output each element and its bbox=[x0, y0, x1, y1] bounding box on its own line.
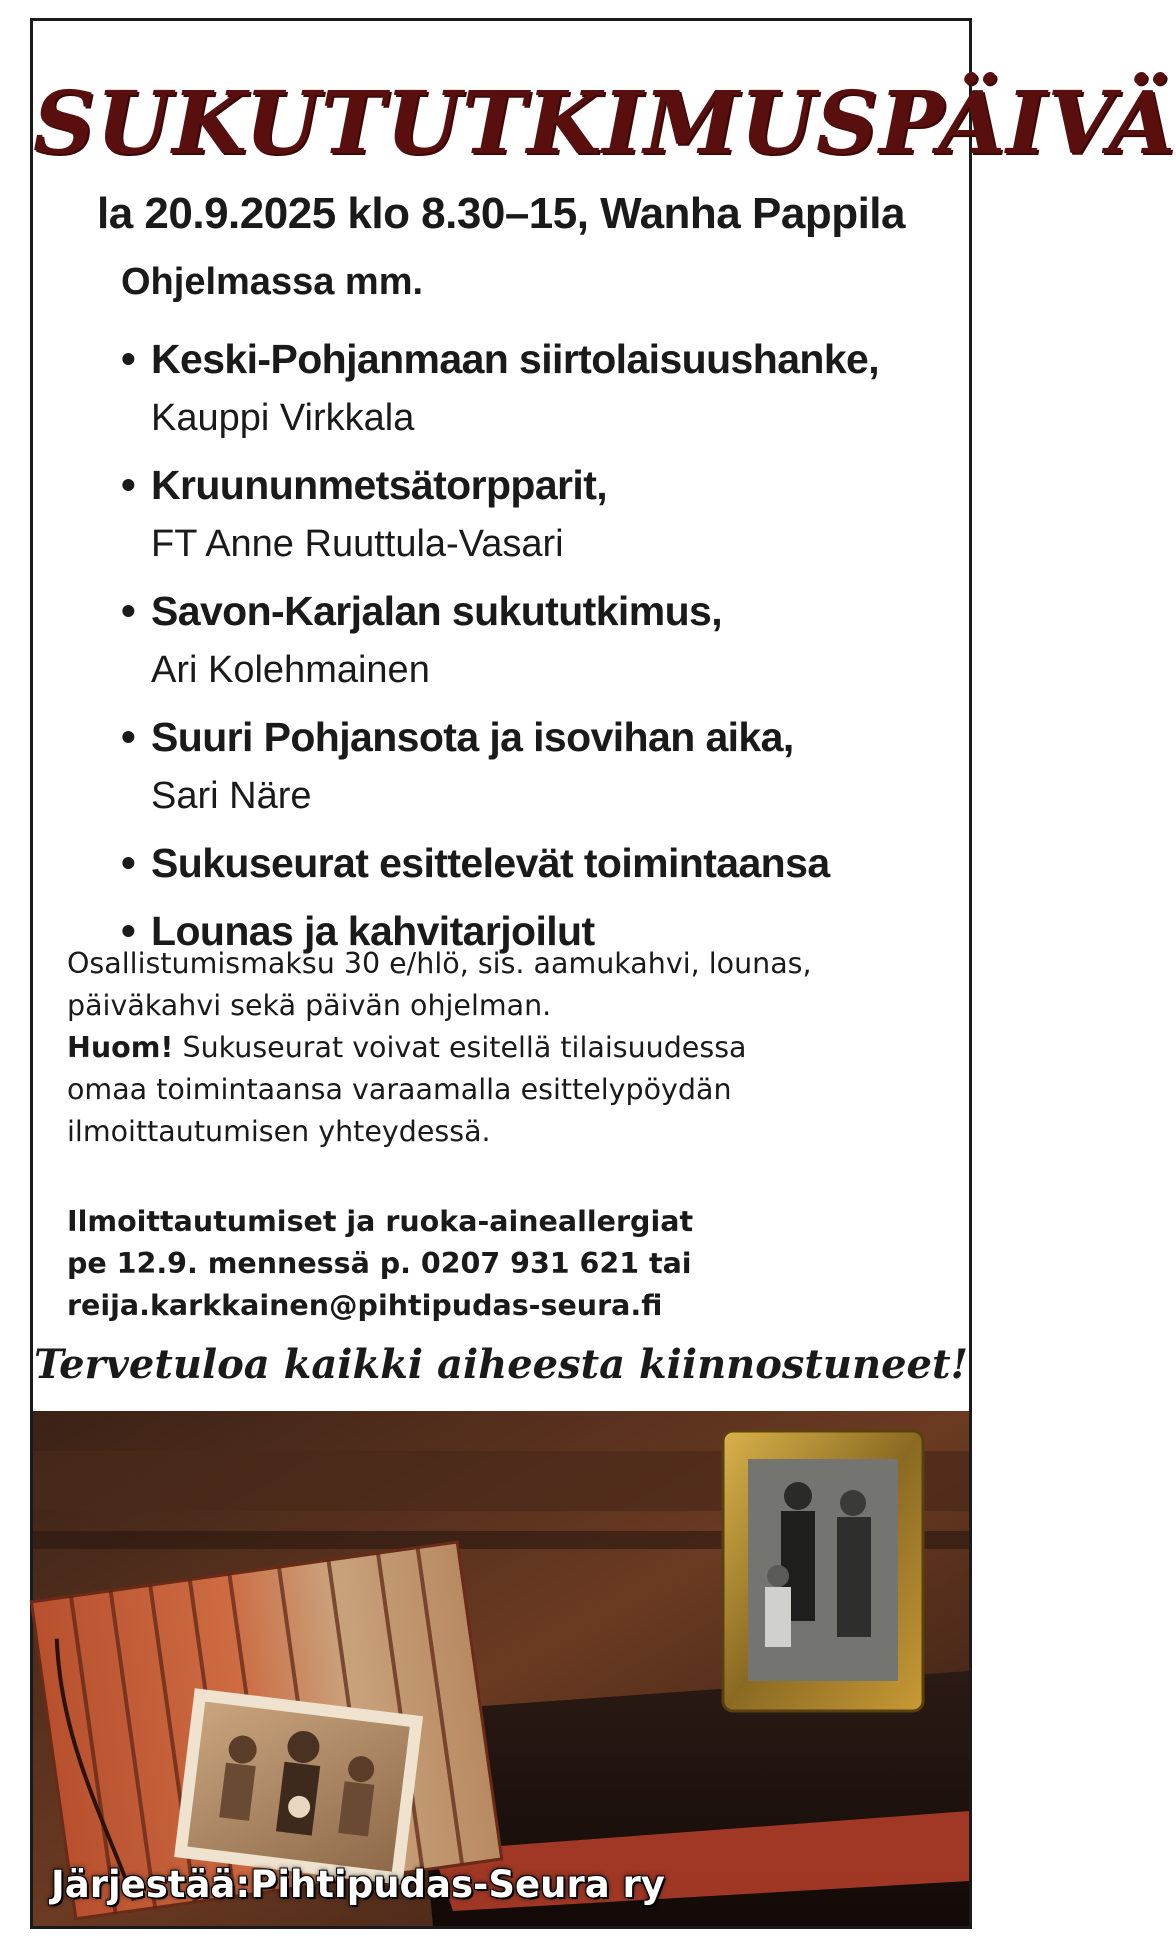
program-item bbox=[121, 455, 961, 573]
fee-info bbox=[67, 943, 947, 1153]
program-intro: Ohjelmassa mm. bbox=[121, 261, 424, 303]
program-item-title: Sukuseurat esittelevät toimintaansa bbox=[151, 840, 830, 886]
signup-deadline-phone: pe 12.9. mennessä p. 0207 931 621 tai bbox=[67, 1247, 692, 1280]
welcome-text: Tervetuloa kaikki aiheesta kiinnostuneet! bbox=[33, 1341, 969, 1388]
gold-picture-frame bbox=[723, 1431, 923, 1711]
program-item-title: Savon-Karjalan sukututkimus, bbox=[151, 588, 723, 634]
organizer-label: Järjestää:Pihtipudas-Seura ry bbox=[51, 1863, 665, 1906]
signup-info bbox=[67, 1201, 947, 1327]
program-item-title: Lounas ja kahvitarjoilut bbox=[151, 908, 595, 954]
program-item bbox=[121, 581, 961, 699]
bullet-icon: • bbox=[121, 839, 136, 886]
bullet-icon: • bbox=[121, 461, 136, 508]
signup-email: reija.karkkainen@pihtipudas-seura.fi bbox=[67, 1289, 663, 1322]
program-item-speaker: Ari Kolehmainen bbox=[151, 649, 430, 691]
bullet-icon: • bbox=[121, 587, 136, 634]
program-item-speaker: Kauppi Virkkala bbox=[151, 397, 415, 439]
program-item-speaker: Sari Näre bbox=[151, 775, 312, 817]
note-line: omaa toimintaansa varaamalla esittelypöydän bbox=[67, 1073, 732, 1106]
program-item-speaker: FT Anne Ruuttula-Vasari bbox=[151, 523, 564, 565]
program-item-title: Kruununmetsätorpparit, bbox=[151, 462, 608, 508]
event-date-location: la 20.9.2025 klo 8.30–15, Wanha Pappila bbox=[97, 189, 905, 238]
bullet-icon: • bbox=[121, 907, 136, 954]
program-item bbox=[121, 833, 961, 893]
program-item bbox=[121, 707, 961, 825]
signup-line: Ilmoittautumiset ja ruoka-aineallergiat bbox=[67, 1205, 694, 1238]
note-label: Huom! bbox=[67, 1031, 174, 1064]
program-item-title: Keski-Pohjanmaan siirtolaisuushanke, bbox=[151, 336, 880, 382]
note-text: Sukuseurat voivat esitellä tilaisuudessa bbox=[182, 1031, 747, 1064]
bullet-icon: • bbox=[121, 335, 136, 382]
fee-line: päiväkahvi sekä päivän ohjelman. bbox=[67, 989, 552, 1022]
program-list bbox=[121, 329, 961, 969]
note-line: ilmoittautumisen yhteydessä. bbox=[67, 1115, 491, 1148]
program-item bbox=[121, 329, 961, 447]
fee-line: Osallistumismaksu 30 e/hlö, sis. aamukahvi, lounas, bbox=[67, 947, 812, 980]
program-item-title: Suuri Pohjansota ja isovihan aika, bbox=[151, 714, 794, 760]
poster-frame bbox=[30, 18, 1176, 1929]
bullet-icon: • bbox=[121, 713, 136, 760]
note-line bbox=[67, 1027, 947, 1069]
poster-title: SUKUTUTKIMUSPÄIVÄ bbox=[33, 73, 1176, 174]
vintage-photo-album-image bbox=[33, 1411, 969, 1926]
sepia-photograph bbox=[174, 1688, 423, 1885]
